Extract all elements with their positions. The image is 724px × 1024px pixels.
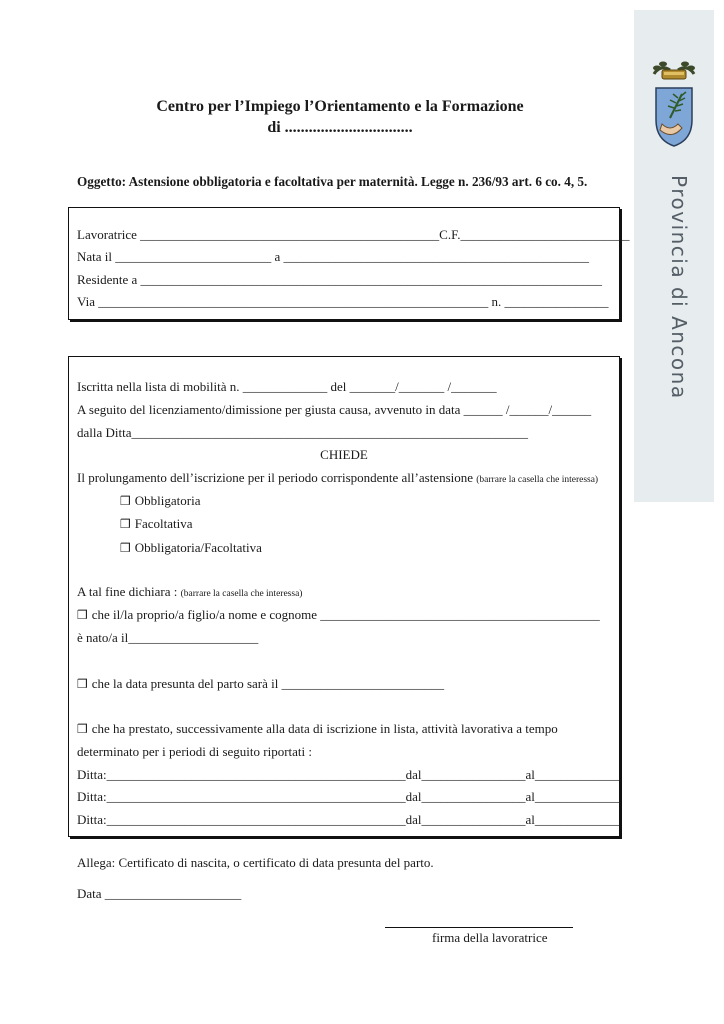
- via-field[interactable]: Via ____________________________________________________________ n. ________________: [77, 294, 609, 309]
- option-obbligatoria[interactable]: ❒ Obbligatoria: [120, 493, 201, 508]
- nata-field[interactable]: Nata il ________________________ a _______________________________________________: [77, 249, 590, 264]
- parto-field[interactable]: ❒ che la data presunta del parto sarà il _________________________: [77, 676, 445, 691]
- checkbox-icon[interactable]: ❒: [77, 608, 88, 622]
- signature-label: firma della lavoratrice: [432, 930, 548, 945]
- mobility-list-field[interactable]: Iscritta nella lista di mobilità n. _____________ del _______/_______ /_______: [77, 379, 497, 394]
- option-obbligatoria-facoltativa[interactable]: ❒ Obbligatoria/Facoltativa: [120, 540, 262, 555]
- office-title: Centro per l’Impiego l’Orientamento e la Formazione: [156, 98, 524, 115]
- checkbox-icon[interactable]: ❒: [120, 541, 131, 555]
- checkbox-icon[interactable]: ❒: [120, 517, 131, 531]
- residente-field[interactable]: Residente a _______________________________________________________________________: [77, 272, 603, 287]
- dichiara-text: A tal fine dichiara : (barrare la casella che interessa): [77, 584, 303, 599]
- ditta-row[interactable]: Ditta:______________________________________________dal________________al_____________: [77, 812, 620, 827]
- ditta-row[interactable]: Ditta:______________________________________________dal________________al_____________: [77, 767, 620, 782]
- side-band: [634, 10, 714, 502]
- prestato-text[interactable]: ❒ che ha prestato, successivamente alla data di iscrizione in lista, attività lavorativa a tempo: [77, 721, 558, 736]
- ditta-row[interactable]: Ditta:______________________________________________dal________________al_____________: [77, 789, 620, 804]
- subject-line: Oggetto: Astensione obbligatoria e facoltativa per maternità. Legge n. 236/93 art. 6 co. 4, 5.: [77, 174, 588, 189]
- checkbox-icon[interactable]: ❒: [77, 677, 88, 691]
- province-crest-icon: [648, 54, 700, 150]
- allega-text: Allega: Certificato di nascita, o certificato di data presunta del parto.: [77, 855, 434, 870]
- dismissal-date-field[interactable]: A seguito del licenziamento/dimissione per giusta causa, avvenuto in data ______ /______/______: [77, 402, 592, 417]
- office-location: di ................................: [267, 119, 413, 136]
- chiede-heading: CHIEDE: [320, 447, 368, 462]
- checkbox-icon[interactable]: ❒: [77, 722, 88, 736]
- lavoratrice-field[interactable]: Lavoratrice ______________________________________________C.F.__________________________: [77, 227, 630, 242]
- checkbox-icon[interactable]: ❒: [120, 494, 131, 508]
- province-name: Provincia di Ancona: [667, 175, 691, 400]
- company-field[interactable]: dalla Ditta_____________________________________________________________: [77, 425, 529, 440]
- prolungamento-text: Il prolungamento dell’iscrizione per il periodo corrispondente all’astensione (barrare la casella che interessa): [77, 470, 599, 485]
- data-field[interactable]: Data _____________________: [77, 886, 242, 901]
- figlio-field[interactable]: ❒ che il/la proprio/a figlio/a nome e cognome ___________________________________________: [77, 607, 600, 622]
- option-facoltativa[interactable]: ❒ Facoltativa: [120, 516, 193, 531]
- signature-line[interactable]: [385, 927, 573, 928]
- nato-field[interactable]: è nato/a il____________________: [77, 630, 259, 645]
- prestato-text-cont: determinato per i periodi di seguito riportati :: [77, 744, 313, 759]
